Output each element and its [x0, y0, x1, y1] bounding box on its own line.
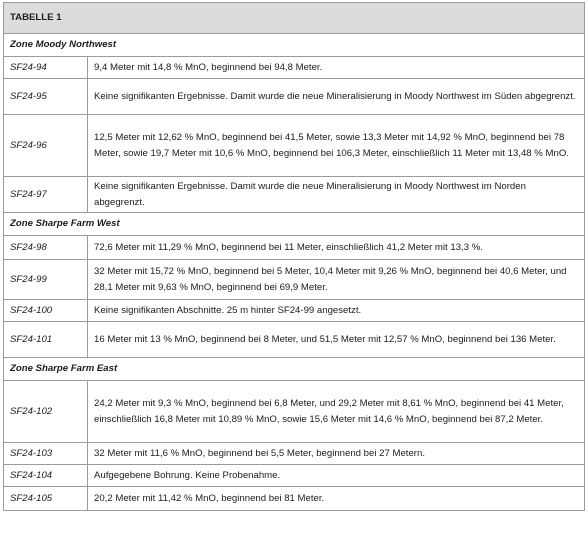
hole-id: SF24-99 [4, 260, 88, 300]
hole-id: SF24-98 [4, 236, 88, 260]
drill-results-table [3, 2, 585, 511]
zone-header-row [4, 213, 585, 236]
hole-result: 72,6 Meter mit 11,29 % MnO, beginnend bei 11 Meter, einschließlich 41,2 Meter mit 13,3 %. [88, 236, 585, 260]
hole-id: SF24-94 [4, 57, 88, 79]
table-row [4, 115, 585, 177]
hole-result: Aufgegebene Bohrung. Keine Probenahme. [88, 465, 585, 487]
table-row [4, 300, 585, 322]
hole-result: 16 Meter mit 13 % MnO, beginnend bei 8 Meter, und 51,5 Meter mit 12,57 % MnO, beginnend bei 136 Meter. [88, 322, 585, 358]
table-row [4, 177, 585, 213]
table-title-row [4, 3, 585, 34]
hole-result: 32 Meter mit 11,6 % MnO, beginnend bei 5,5 Meter, beginnend bei 27 Metern. [88, 443, 585, 465]
hole-id: SF24-97 [4, 177, 88, 213]
zone-name: Zone Moody Northwest [4, 34, 585, 57]
table-row [4, 79, 585, 115]
table-row [4, 260, 585, 300]
table-title: TABELLE 1 [4, 3, 585, 34]
zone-header-row [4, 34, 585, 57]
table-row [4, 236, 585, 260]
hole-result: 12,5 Meter mit 12,62 % MnO, beginnend bei 41,5 Meter, sowie 13,3 Meter mit 14,92 % MnO, beginnend bei 78 Meter, sowie 19,7 Meter mit 10,6 % MnO, beginnend bei 106,3 Meter, einschließlich 11 Meter mit 13,48 % MnO. [88, 115, 585, 177]
hole-id: SF24-96 [4, 115, 88, 177]
hole-result: Keine signifikanten Ergebnisse. Damit wurde die neue Mineralisierung in Moody Northwest im Süden abgegrenzt. [88, 79, 585, 115]
hole-id: SF24-105 [4, 487, 88, 511]
zone-name: Zone Sharpe Farm West [4, 213, 585, 236]
table-row [4, 487, 585, 511]
hole-id: SF24-95 [4, 79, 88, 115]
hole-result: Keine signifikanten Abschnitte. 25 m hinter SF24-99 angesetzt. [88, 300, 585, 322]
zone-name: Zone Sharpe Farm East [4, 358, 585, 381]
hole-id: SF24-103 [4, 443, 88, 465]
table-row [4, 443, 585, 465]
hole-result: 32 Meter mit 15,72 % MnO, beginnend bei 5 Meter, 10,4 Meter mit 9,26 % MnO, beginnend bei 40,6 Meter, und 28,1 Meter mit 9,63 % MnO, beginnend bei 69,9 Meter. [88, 260, 585, 300]
hole-result: Keine signifikanten Ergebnisse. Damit wurde die neue Mineralisierung in Moody Northwest im Norden abgegrenzt. [88, 177, 585, 213]
table-row [4, 381, 585, 443]
table-row [4, 322, 585, 358]
table-row [4, 57, 585, 79]
hole-result: 24,2 Meter mit 9,3 % MnO, beginnend bei 6,8 Meter, und 29,2 Meter mit 8,61 % MnO, beginnend bei 41 Meter, einschließlich 16,8 Meter mit 10,89 % MnO, sowie 15,6 Meter mit 14,6 % MnO, beginnend bei 87,2 Meter. [88, 381, 585, 443]
table-row [4, 465, 585, 487]
hole-id: SF24-100 [4, 300, 88, 322]
hole-result: 20,2 Meter mit 11,42 % MnO, beginnend bei 81 Meter. [88, 487, 585, 511]
hole-id: SF24-101 [4, 322, 88, 358]
hole-id: SF24-102 [4, 381, 88, 443]
hole-id: SF24-104 [4, 465, 88, 487]
zone-header-row [4, 358, 585, 381]
hole-result: 9,4 Meter mit 14,8 % MnO, beginnend bei 94,8 Meter. [88, 57, 585, 79]
